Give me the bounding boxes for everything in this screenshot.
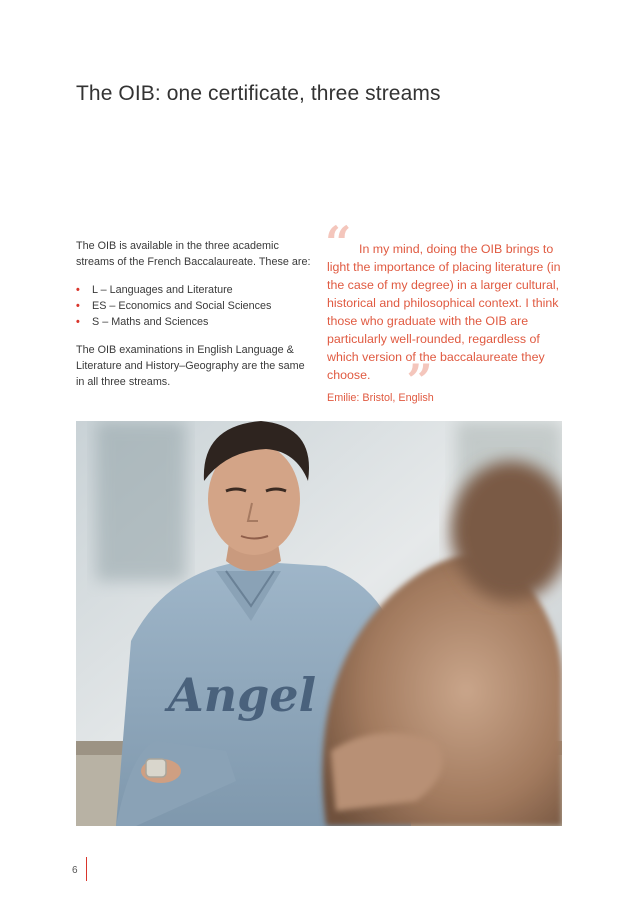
page-title: The OIB: one certificate, three streams (76, 82, 441, 105)
streams-list (76, 282, 316, 330)
student-photo-illustration (76, 421, 562, 826)
stream-label: S – Maths and Sciences (92, 316, 209, 328)
bullet-icon: • (76, 284, 80, 296)
list-item (76, 298, 316, 314)
open-quote-icon: “ (325, 216, 352, 270)
bullet-icon: • (76, 300, 80, 312)
list-item (76, 314, 316, 330)
page-number-rule (86, 857, 87, 881)
exams-paragraph: The OIB examinations in English Language & Literature and History–Geography are the same in all three streams. (76, 344, 305, 388)
quote-body: In my mind, doing the OIB brings to light the importance of placing literature (in the case of my degree) in a larger cultural, historical and philosophical context. I think those who graduate with the OIB are particularly well-rounded, regardless of which version of the baccalaureate they choose. (327, 242, 561, 382)
stream-label: L – Languages and Literature (92, 284, 233, 296)
page-number: 6 (72, 865, 78, 876)
list-item (76, 282, 316, 298)
pull-quote (325, 216, 567, 408)
quote-attribution: Emilie: Bristol, English (327, 392, 434, 404)
shirt-print: Angel (168, 668, 317, 722)
stream-label: ES – Economics and Social Sciences (92, 300, 272, 312)
intro-paragraph: The OIB is available in the three academic streams of the French Baccalaureate. These are: (76, 240, 311, 268)
student-photo (76, 421, 562, 826)
intro-column (76, 238, 316, 390)
bullet-icon: • (76, 316, 80, 328)
close-quote-icon: ” (406, 354, 433, 408)
